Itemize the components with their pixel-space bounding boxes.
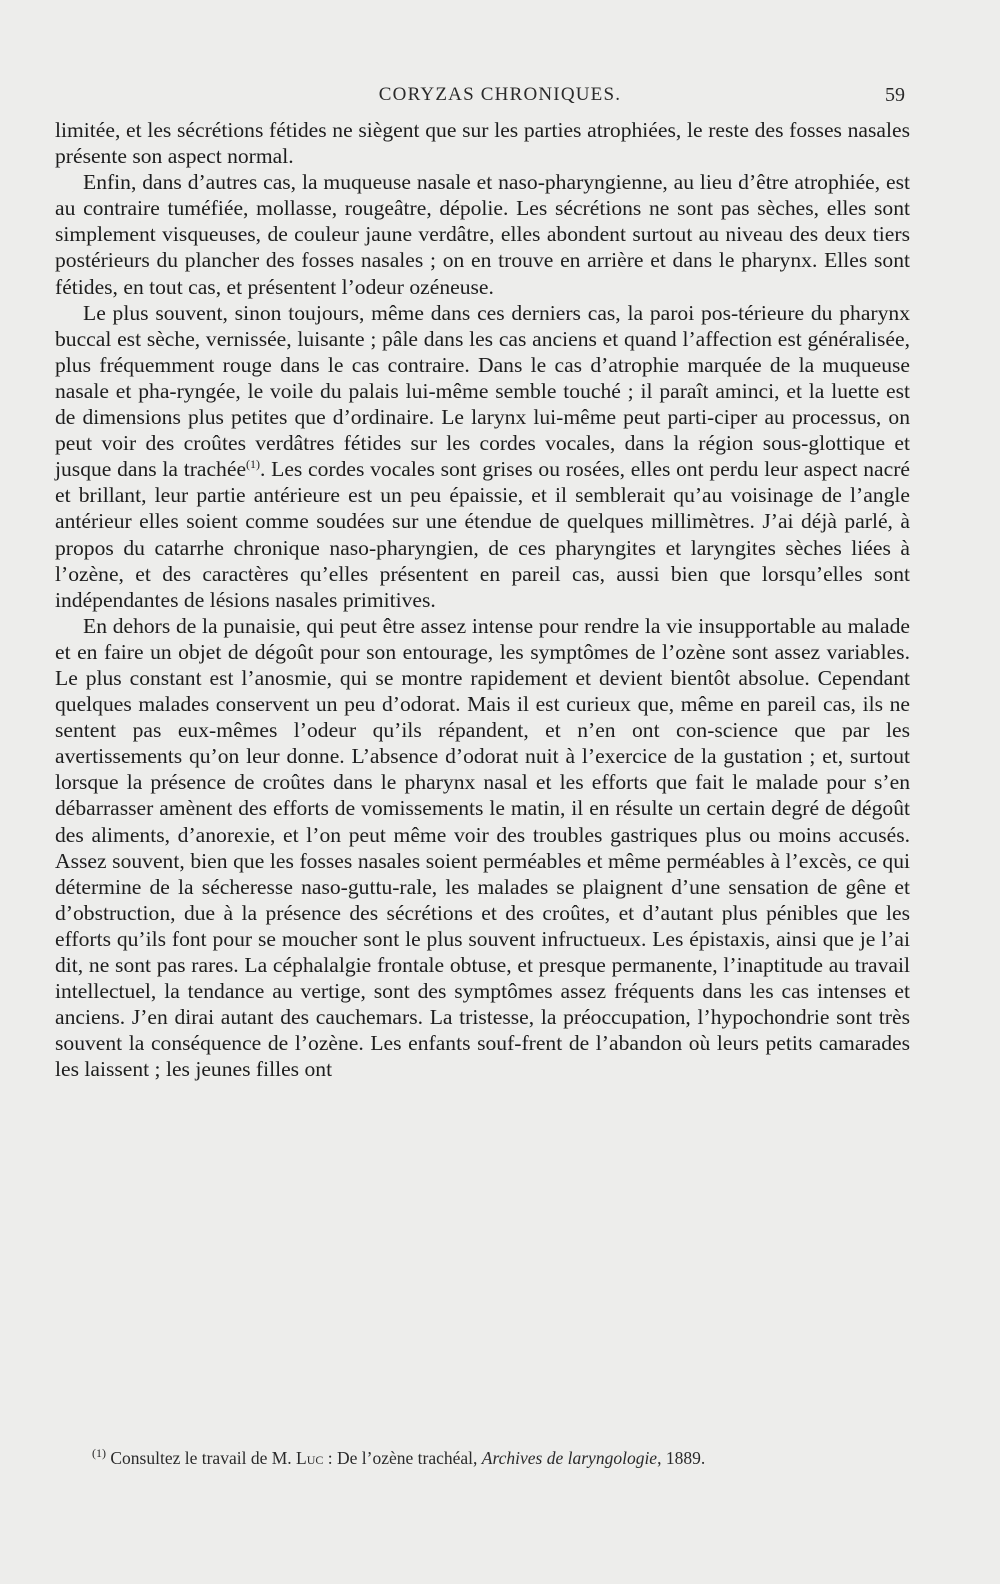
paragraph-text: Enfin, dans d’autres cas, la muqueuse nasale et naso-pharyngienne, au lieu d’être atrophiée, est au contraire tuméfiée, mollasse, rougeâtre, dépolie. Les sécrétions ne sont pas sèches, elles sont simplement visqueuses, de couleur jaune verdâtre, elles abondent surtout au niveau des deux tiers postérieurs du plancher des fosses nasales ; on en trouve en arrière et dans le pharynx. Elles sont fétides, en tout cas, et présentent l’odeur ozéneuse. [55, 170, 910, 299]
footnote-text-before: Consultez le travail de M. [106, 1448, 297, 1468]
footnote-journal: Archives de laryngologie [481, 1448, 658, 1468]
paragraph [55, 613, 910, 1083]
body-text [55, 117, 910, 1082]
footnote-marker: (1) [92, 1446, 106, 1461]
paragraph-text: Le plus souvent, sinon toujours, même dans ces derniers cas, la paroi pos-térieure du pharynx buccal est sèche, vernissée, luisante ; pâle dans les cas anciens et quand l’affection est généralisée, plus fréquemment rouge dans le cas contraire. Dans le cas d’atrophie marquée de la muqueuse nasale et pha-ryngée, le voile du palais lui-même semble touché ; il paraît aminci, et la luette est de dimensions plus petites que d’ordinaire. Le larynx lui-même peut parti-ciper au processus, on peut voir des croûtes verdâtres fétides sur les cordes vocales, dans la région sous-glottique et jusque dans la trachée [55, 300, 910, 482]
paragraph-text: En dehors de la punaisie, qui peut être assez intense pour rendre la vie insupportable au malade et en faire un objet de dégoût pour son entourage, les symptômes de l’ozène sont assez variables. Le plus constant est l’anosmie, qui se montre rapidement et devient bientôt absolue. Cependant quelques malades conservent un peu d’odorat. Mais il est curieux que, même en pareil cas, ils ne sentent pas eux-mêmes l’odeur qu’ils répandent, et n’en ont con-science que par les avertissements qu’on leur donne. L’absence d’odorat nuit à l’exercice de la gustation ; et, surtout lorsque la présence de croûtes dans le pharynx nasal et les efforts que fait le malade pour s’en débarrasser amènent des efforts de vomissements le matin, il en résulte un certain degré de dégoût des aliments, d’anorexie, et l’on peut même voir des troubles gastriques plus ou moins accusés. Assez souvent, bien que les fosses nasales soient perméables et même perméables à l’excès, ce qui détermine de la sécheresse naso-guttu-rale, les malades se plaignent d’une sensation de gêne et d’obstruction, due à la présence des sécrétions et des croûtes, et d’autant plus pénibles que les efforts qu’ils font pour se moucher sont le plus souvent infructueux. Les épistaxis, ainsi que je l’ai dit, ne sont pas rares. La céphalalgie frontale obtuse, et presque permanente, l’inaptitude au travail intellectuel, la tendance au vertige, sont des symptômes assez fréquents dans les cas intenses et anciens. J’en dirai autant des cauchemars. La tristesse, la préoccupation, l’hypochondrie sont très souvent la conséquence de l’ozène. Les enfants souf-frent de l’abandon où leurs petits camarades les laissent ; les jeunes filles ont [55, 613, 910, 1082]
paragraph [55, 300, 910, 613]
paragraph [55, 169, 910, 299]
footnote-reference: (1) [246, 457, 261, 472]
paragraph-text: . Les cordes vocales sont grises ou rosées, elles ont perdu leur aspect nacré et brillant, leur partie antérieure est un peu épaissie, et il semblerait qu’au voisinage de l’angle antérieur elles soient comme soudées sur une étendue de quelques millimètres. J’ai déjà parlé, à propos du catarrhe chronique naso-pharyngien, de ces pharyngites et laryngites sèches liées à l’ozène, et des caractères qu’elles présentent en pareil cas, aussi bien que lorsqu’elles sont indépendantes de lésions nasales primitives. [55, 457, 910, 612]
running-head [0, 80, 1000, 112]
paragraph [55, 117, 910, 169]
footnote [92, 1447, 910, 1469]
running-title: CORYZAS CHRONIQUES. [378, 84, 622, 105]
footnote-author: Luc [296, 1448, 324, 1468]
footnote-year: , 1889. [657, 1448, 706, 1468]
footnote-text-middle: : De l’ozène trachéal, [323, 1448, 482, 1468]
paragraph-text: limitée, et les sécrétions fétides ne siègent que sur les parties atrophiées, le reste des fosses nasales présente son aspect normal. [55, 118, 910, 169]
page-number: 59 [885, 84, 905, 106]
